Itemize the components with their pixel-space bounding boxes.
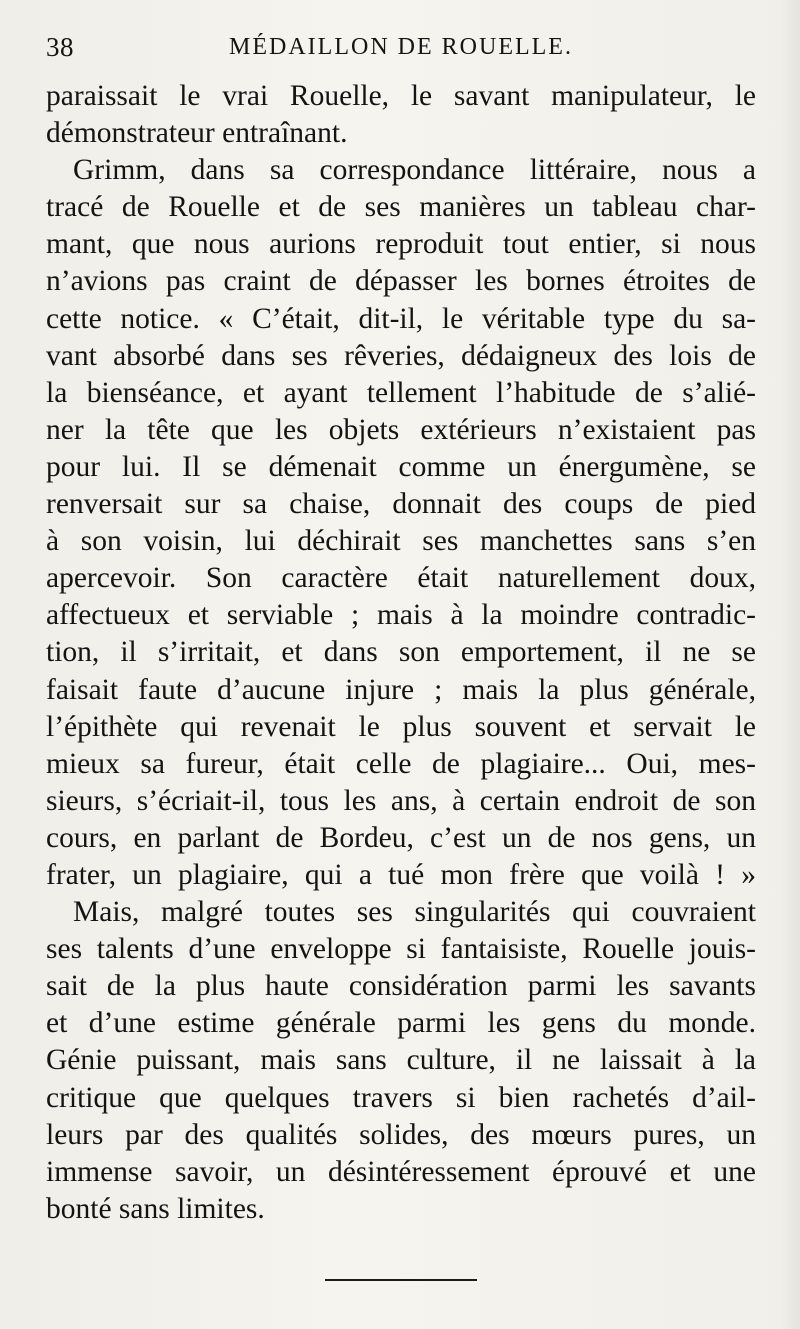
- page-number: 38: [46, 32, 74, 62]
- text-line: vant absorbé dans ses rêveries, dédaigneux des lois de: [46, 339, 756, 372]
- text-line: ses talents d’une enveloppe si fantaisiste, Rouelle jouis-: [46, 933, 756, 966]
- text-line: frater, un plagiaire, qui a tué mon frère que voilà ! »: [46, 858, 756, 891]
- paragraph-first-line: Grimm, dans sa correspondance littéraire, nous a: [73, 154, 756, 187]
- text-line: ner la tête que les objets extérieurs n’existaient pas: [46, 413, 756, 446]
- text-line: tion, il s’irritait, et dans son emportement, il ne se: [46, 636, 756, 669]
- text-line: Génie puissant, mais sans culture, il ne laissait à la: [46, 1044, 756, 1077]
- paragraph-first-line: Mais, malgré toutes ses singularités qui couvraient: [73, 896, 756, 929]
- text-line: critique que quelques travers si bien rachetés d’ail-: [46, 1081, 756, 1114]
- text-line: sieurs, s’écriait-il, tous les ans, à certain endroit de son: [46, 784, 756, 817]
- text-line: n’avions pas craint de dépasser les bornes étroites de: [46, 265, 756, 298]
- text-line: immense savoir, un désintéressement éprouvé et une: [46, 1155, 756, 1188]
- text-line: mieux sa fureur, était celle de plagiaire... Oui, mes-: [46, 747, 756, 780]
- text-line: bonté sans limites.: [46, 1192, 265, 1225]
- text-line: l’épithète qui revenait le plus souvent et servait le: [46, 710, 756, 743]
- text-line: pour lui. Il se démenait comme un énergumène, se: [46, 450, 756, 483]
- text-line: mant, que nous aurions reproduit tout entier, si nous: [46, 228, 756, 261]
- text-line: tracé de Rouelle et de ses manières un tableau char-: [46, 191, 756, 224]
- text-line: faisait faute d’aucune injure ; mais la plus générale,: [46, 673, 756, 706]
- text-line: renversait sur sa chaise, donnait des coups de pied: [46, 488, 756, 521]
- page-edge-shadow: [780, 0, 800, 1329]
- text-line: paraissait le vrai Rouelle, le savant manipulateur, le: [46, 80, 756, 112]
- text-line: affectueux et serviable ; mais à la moindre contradic-: [46, 599, 756, 632]
- text-line: et d’une estime générale parmi les gens du monde.: [46, 1007, 756, 1040]
- text-line: la bienséance, et ayant tellement l’habitude de s’alié-: [46, 376, 756, 409]
- body-text: [46, 78, 756, 1228]
- text-line: sait de la plus haute considération parmi les savants: [46, 970, 756, 1003]
- text-line: apercevoir. Son caractère était naturellement doux,: [46, 562, 756, 595]
- text-line: démonstrateur entraînant.: [46, 117, 348, 150]
- section-end-rule: [325, 1279, 477, 1281]
- text-line: cette notice. « C’était, dit-il, le véritable type du sa-: [46, 302, 756, 335]
- page-header: [46, 30, 756, 64]
- text-line: cours, en parlant de Bordeu, c’est un de nos gens, un: [46, 821, 756, 854]
- running-head: MÉDAILLON DE ROUELLE.: [229, 34, 573, 60]
- text-line: à son voisin, lui déchirait ses manchettes sans s’en: [46, 525, 756, 558]
- text-line: leurs par des qualités solides, des mœurs pures, un: [46, 1118, 756, 1151]
